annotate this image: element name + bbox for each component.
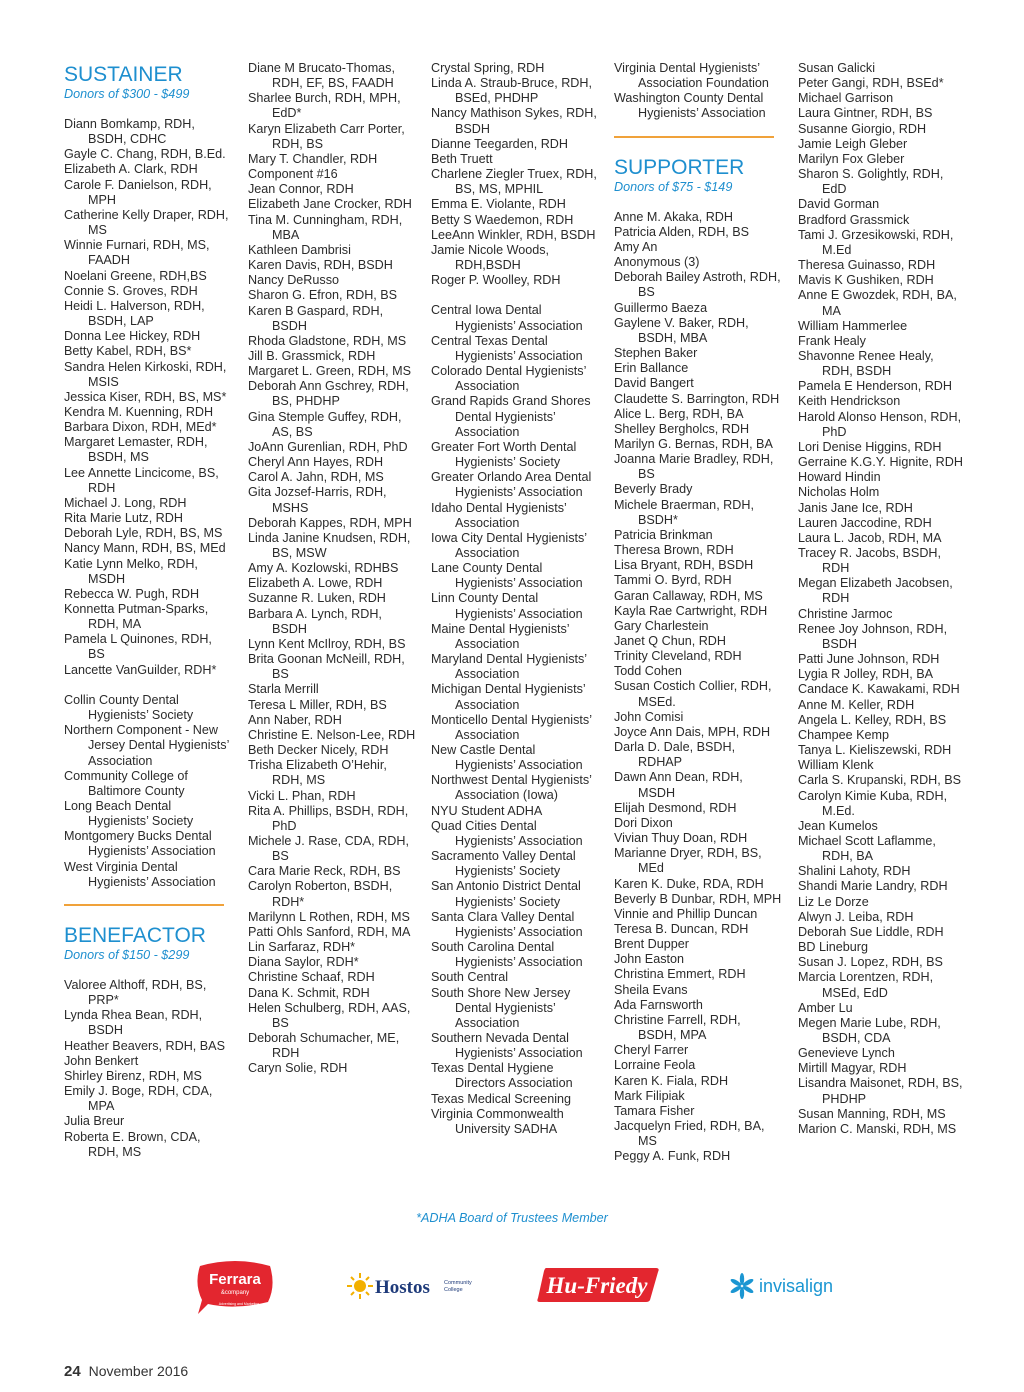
donor-entry: Diana Saylor, RDH*: [248, 955, 359, 970]
donor-entry: Carolyn Kimie Kuba, RDH, M.Ed.: [798, 788, 948, 818]
donor-entry: Lisa Bryant, RDH, BSDH: [614, 558, 754, 573]
donor-entry: Angela L. Kelley, RDH, BS: [798, 712, 947, 727]
donor-entry: Northern Component - New Jersey Dental Hygienists’ Association: [64, 723, 229, 768]
donor-entry: Dawn Ann Dean, RDH, MSDH: [614, 770, 743, 800]
donor-entry: Lorraine Feola: [614, 1058, 696, 1073]
donor-entry: Elijah Desmond, RDH: [614, 800, 737, 815]
donor-entry: Lisandra Maisonet, RDH, BS, PHDHP: [798, 1076, 963, 1106]
donor-entry: Shalini Lahoty, RDH: [798, 864, 911, 879]
donor-entry: David Bangert: [614, 376, 694, 391]
donor-entry: Karen K. Fiala, RDH: [614, 1073, 729, 1088]
ferrara-logo-name: Ferrara: [209, 1271, 261, 1288]
donor-entry: Charlene Ziegler Truex, RDH, BS, MS, MPHIL: [431, 167, 597, 197]
donor-entry: Mirtill Magyar, RDH: [798, 1061, 907, 1076]
donor-entry: Vinnie and Phillip Duncan: [614, 906, 758, 921]
donor-entry: Component #16: [248, 167, 338, 182]
donor-entry: Community College of Baltimore County: [64, 768, 188, 798]
donor-entry: Erin Ballance: [614, 361, 689, 376]
donor-entry: Margaret Lemaster, RDH, BSDH, MS: [64, 435, 208, 465]
donor-entry: Mavis K Gushiken, RDH: [798, 273, 934, 288]
donor-entry: Sheila Evans: [614, 982, 688, 997]
donor-entry: JoAnn Gurenlian, RDH, PhD: [248, 439, 408, 454]
donor-entry: Sandra Helen Kirkoski, RDH, MSIS: [64, 359, 227, 389]
donor-entry: Starla Merrill: [248, 682, 319, 697]
donor-entry: Tammi O. Byrd, RDH: [614, 573, 732, 588]
hostos-logo: [346, 1270, 478, 1307]
hu-friedy-logo-name: Hu-Friedy: [546, 1273, 648, 1298]
donor-entry: San Antonio District Dental Hygienists’ Society: [431, 879, 581, 909]
donor-entry: Barbara Dixon, RDH, MEd*: [64, 420, 217, 435]
donor-entry: Jamie Nicole Woods, RDH,BSDH: [431, 242, 550, 273]
donor-entry: Carla S. Krupanski, RDH, BS: [798, 773, 962, 788]
donor-entry: Tanya L. Kieliszewski, RDH: [798, 743, 952, 758]
donor-entry: Santa Clara Valley Dental Hygienists’ Association: [431, 909, 583, 939]
donor-entry: Texas Dental Hygiene Directors Association: [431, 1061, 573, 1091]
ferrara-logo: [194, 1258, 276, 1321]
donor-entry: Pamela E Henderson, RDH: [798, 379, 952, 394]
donor-entry: Cheryl Farrer: [614, 1043, 689, 1058]
invisalign-logo: [728, 1270, 852, 1307]
donor-entry: Theresa Guinasso, RDH: [798, 258, 936, 273]
donor-entry: Konnetta Putman-Sparks, RDH, MA: [64, 602, 209, 632]
donor-entry: Megan Elizabeth Jacobsen, RDH: [798, 576, 953, 606]
donor-entry: Ann Naber, RDH: [248, 712, 342, 727]
donor-entry: Virginia Commonwealth University SADHA: [431, 1106, 564, 1136]
donor-entry: Brent Dupper: [614, 937, 689, 952]
donor-column-4: [614, 61, 782, 1164]
donor-entry: Christina Emmert, RDH: [614, 967, 746, 982]
donor-entry: Christine Schaaf, RDH: [248, 970, 375, 985]
donor-entry: Trinity Cleveland, RDH: [614, 649, 742, 664]
donor-entry: Quad Cities Dental Hygienists’ Association: [431, 818, 583, 848]
donor-entry: Kendra M. Kuenning, RDH: [64, 404, 214, 419]
donor-entry: Joanna Marie Bradley, RDH, BS: [614, 452, 774, 482]
donor-entry: Suzanne R. Luken, RDH: [248, 591, 386, 606]
donor-entry: Margaret L. Green, RDH, MS: [248, 364, 412, 379]
donor-entry: Maine Dental Hygienists’ Association: [431, 621, 570, 651]
donor-entry: Elizabeth A. Lowe, RDH: [248, 576, 383, 591]
donor-entry: Frank Healy: [798, 333, 866, 348]
donor-entry: Betty Kabel, RDH, BS*: [64, 344, 192, 359]
donor-entry: Emma E. Violante, RDH: [431, 197, 566, 212]
hostos-logo-name: Hostos: [375, 1277, 430, 1298]
donor-entry: Genevieve Lynch: [798, 1046, 895, 1061]
donor-entry: Virginia Dental Hygienists’ Association Foundation: [614, 61, 769, 91]
section-title: SUSTAINER: [64, 63, 183, 86]
donor-entry: Garan Callaway, RDH, MS: [614, 588, 763, 603]
donor-entry: Stephen Baker: [614, 346, 698, 361]
donor-entry: Lygia R Jolley, RDH, BA: [798, 667, 934, 682]
donor-entry: Carole F. Danielson, RDH, MPH: [64, 177, 212, 207]
donor-entry: Shandi Marie Landry, RDH: [798, 879, 948, 894]
donor-entry: Megen Marie Lube, RDH, BSDH, CDA: [798, 1015, 941, 1045]
donor-entry: Catherine Kelly Draper, RDH, MS: [64, 207, 229, 238]
donor-entry: Pamela L Quinones, RDH, BS: [64, 632, 212, 662]
donor-entry: Howard Hindin: [798, 470, 881, 485]
donor-entry: Michigan Dental Hygienists’ Association: [431, 682, 586, 712]
donor-entry: Shelley Bergholcs, RDH: [614, 421, 750, 436]
donor-entry: Grand Rapids Grand Shores Dental Hygienists’ Association: [431, 394, 591, 439]
donor-entry: Katie Lynn Melko, RDH, MSDH: [64, 556, 198, 586]
donor-entry: Christine Farrell, RDH, BSDH, MPA: [614, 1012, 741, 1043]
donor-entry: Deborah Schumacher, ME, RDH: [248, 1031, 400, 1061]
donor-entry: Washington County Dental Hygienists’ Association: [614, 91, 766, 121]
donor-entry: Julia Breur: [64, 1114, 125, 1129]
donor-entry: Christine E. Nelson-Lee, RDH: [248, 727, 416, 742]
donor-entry: Marianne Dryer, RDH, BS, MEd: [614, 846, 762, 876]
donation-range: Donors of $300 - $499: [64, 87, 190, 101]
donor-entry: NYU Student ADHA: [431, 803, 543, 818]
donor-entry: Alwyn J. Leiba, RDH: [798, 909, 914, 924]
donor-entry: Cheryl Ann Hayes, RDH: [248, 455, 384, 470]
donor-entry: Amy A. Kozlowski, RDHBS: [248, 561, 399, 576]
invisalign-logo-name: invisalign: [759, 1276, 834, 1296]
section-title: SUPPORTER: [614, 155, 745, 179]
donor-entry: Central Iowa Dental Hygienists’ Association: [431, 303, 583, 333]
donor-column-3: [431, 61, 599, 1137]
page-number: 24: [64, 1363, 81, 1380]
donor-entry: Linn County Dental Hygienists’ Association: [431, 591, 583, 621]
donor-entry: Lancette VanGuilder, RDH*: [64, 662, 217, 677]
section-header: [64, 924, 232, 963]
donor-entry: Mary T. Chandler, RDH: [248, 151, 378, 166]
donor-entry: Karyn Elizabeth Carr Porter, RDH, BS: [248, 121, 405, 151]
donor-entry: Amber Lu: [798, 1000, 853, 1015]
donor-entry: Mark Filipiak: [614, 1088, 685, 1103]
donor-entry: Connie S. Groves, RDH: [64, 283, 198, 298]
donor-entry: Peter Gangi, RDH, BSEd*: [798, 76, 944, 91]
donor-entry: Beth Decker Nicely, RDH: [248, 743, 389, 758]
donor-entry: Texas Medical Screening: [431, 1091, 572, 1106]
donor-entry: Heather Beavers, RDH, BAS: [64, 1038, 225, 1053]
donor-entry: Crystal Spring, RDH: [431, 61, 545, 75]
donor-entry: Christine Jarmoc: [798, 606, 893, 621]
donor-entry: Dianne Teegarden, RDH: [431, 136, 568, 151]
donor-entry: South Shore New Jersey Dental Hygienists’ Association: [431, 985, 571, 1030]
donor-entry: Renee Joy Johnson, RDH, BSDH: [798, 621, 948, 651]
donor-entry: Nancy Mann, RDH, BS, MEd: [64, 541, 226, 556]
donor-entry: Michael J. Long, RDH: [64, 495, 187, 510]
donor-entry: Roberta E. Brown, CDA, RDH, MS: [64, 1129, 201, 1159]
donor-entry: Elizabeth A. Clark, RDH: [64, 162, 198, 177]
section-divider: [614, 136, 774, 138]
donor-entry: Patti June Johnson, RDH: [798, 652, 940, 667]
donation-range: Donors of $75 - $149: [614, 179, 733, 194]
donor-entry: John Easton: [614, 952, 685, 967]
donor-entry: Bradford Grassmick: [798, 212, 910, 227]
section-divider: [64, 904, 224, 906]
donor-entry: Sharon S. Golightly, RDH, EdD: [798, 167, 944, 197]
donor-entry: Tracey R. Jacobs, BSDH, RDH: [798, 546, 942, 576]
donor-entry: South Carolina Dental Hygienists’ Association: [431, 940, 583, 970]
ferrara-logo-sub: &company: [220, 1290, 250, 1296]
donor-entry: Anne M. Keller, RDH: [798, 697, 915, 712]
donor-entry: Darla D. Dale, BSDH, RDHAP: [614, 740, 736, 770]
donor-entry: Rebecca W. Pugh, RDH: [64, 586, 200, 601]
donor-entry: Deborah Bailey Astroth, RDH, BS: [614, 270, 781, 300]
donor-entry: Michele J. Rase, CDA, RDH, BS: [248, 833, 409, 864]
donor-entry: Michael Garrison: [798, 91, 894, 106]
donor-entry: Winnie Furnari, RDH, MS, FAADH: [64, 238, 210, 268]
board-member-footnote: *ADHA Board of Trustees Member: [416, 1211, 608, 1225]
donor-entry: Anne E Gwozdek, RDH, BA, MA: [798, 288, 957, 318]
donor-entry: Lauren Jaccodine, RDH: [798, 515, 932, 530]
donor-entry: Jamie Leigh Gleber: [798, 136, 908, 151]
donor-entry: Betty S Waedemon, RDH: [431, 212, 574, 227]
donor-entry: Rhoda Gladstone, RDH, MS: [248, 333, 407, 348]
donor-entry: Sacramento Valley Dental Hygienists’ Society: [431, 849, 576, 879]
donor-entry: Jill B. Grassmick, RDH: [248, 348, 376, 363]
donor-entry: Beth Truett: [431, 151, 493, 166]
donor-entry: Teresa B. Duncan, RDH: [614, 921, 749, 936]
donor-column-5: [798, 61, 966, 1137]
donor-entry: Dana K. Schmit, RDH: [248, 985, 370, 1000]
donor-entry: Deborah Lyle, RDH, BS, MS: [64, 526, 223, 541]
donor-entry: Lane County Dental Hygienists’ Association: [431, 561, 583, 591]
donor-entry: Laura Gintner, RDH, BS: [798, 106, 933, 121]
invisalign-star-icon: [730, 1273, 755, 1299]
donor-entry: Greater Fort Worth Dental Hygienists’ Society: [431, 439, 577, 470]
issue-date: November 2016: [88, 1363, 189, 1379]
donor-entry: Idaho Dental Hygienists’ Association: [431, 500, 567, 530]
donor-entry: Northwest Dental Hygienists’ Association (Iowa): [431, 773, 592, 803]
donor-entry: Jacquelyn Fried, RDH, BA, MS: [614, 1119, 765, 1149]
section-header: [614, 156, 782, 195]
donor-entry: Vicki L. Phan, RDH: [248, 788, 356, 803]
donor-entry: John Comisi: [614, 709, 684, 724]
donor-entry: Brita Goonan McNeill, RDH, BS: [248, 652, 405, 682]
donor-entry: Rita A. Phillips, BSDH, RDH, PhD: [248, 803, 409, 833]
donor-entry: Deborah Kappes, RDH, MPH: [248, 515, 412, 530]
donor-entry: Shirley Birenz, RDH, MS: [64, 1068, 202, 1083]
donor-entry: Long Beach Dental Hygienists’ Society: [64, 799, 194, 829]
donor-entry: Gina Stemple Guffey, RDH, AS, BS: [248, 409, 402, 439]
donor-entry: Maryland Dental Hygienists’ Association: [431, 652, 587, 682]
donor-entry: Lynn Kent McIlroy, RDH, BS: [248, 636, 406, 651]
donor-entry: Teresa L Miller, RDH, BS: [248, 697, 387, 712]
donor-entry: Gerraine K.G.Y. Hignite, RDH: [798, 455, 963, 470]
donor-entry: Beverly Brady: [614, 482, 693, 497]
donor-entry: Marilyn G. Bernas, RDH, BA: [614, 436, 773, 451]
donor-entry: Anonymous (3): [614, 255, 700, 270]
donor-entry: Susan Costich Collier, RDH, MSEd.: [614, 679, 772, 709]
donor-entry: Linda A. Straub-Bruce, RDH, BSEd, PHDHP: [431, 76, 592, 106]
donor-entry: Diane M Brucato-Thomas, RDH, EF, BS, FAADH: [248, 61, 395, 91]
donor-entry: Lin Sarfaraz, RDH*: [248, 940, 356, 955]
donor-entry: Kayla Rae Cartwright, RDH: [614, 603, 768, 618]
donor-entry: Tina M. Cunningham, RDH, MBA: [248, 212, 403, 242]
list-spacer: [64, 678, 232, 693]
donor-entry: Patricia Brinkman: [614, 527, 713, 542]
donor-entry: Colorado Dental Hygienists’ Association: [431, 364, 586, 394]
sun-icon: [347, 1273, 373, 1299]
list-spacer: [431, 288, 599, 303]
donor-entry: Marion C. Manski, RDH, MS: [798, 1121, 957, 1136]
donor-entry: Patti Ohls Sanford, RDH, MA: [248, 924, 411, 939]
donor-entry: Marilyn Fox Gleber: [798, 151, 905, 166]
donor-entry: Anne M. Akaka, RDH: [614, 209, 733, 224]
donor-entry: Dori Dixon: [614, 815, 673, 830]
donor-entry: Lynda Rhea Bean, RDH, BSDH: [64, 1008, 203, 1038]
donor-entry: Gaylene V. Baker, RDH, BSDH, MBA: [614, 315, 749, 345]
donor-entry: Rita Marie Lutz, RDH: [64, 511, 183, 526]
donor-entry: Diann Bomkamp, RDH, BSDH, CDHC: [64, 117, 195, 147]
donor-entry: Jean Connor, RDH: [248, 182, 354, 197]
donor-entry: Champee Kemp: [798, 727, 890, 742]
hu-friedy-logo: [536, 1264, 660, 1311]
donor-entry: Harold Alonso Henson, RDH, PhD: [798, 409, 962, 439]
donor-entry: Iowa City Dental Hygienists’ Association: [431, 530, 587, 560]
donor-entry: William Hammerlee: [798, 318, 908, 333]
donor-entry: Peggy A. Funk, RDH: [614, 1149, 731, 1164]
donor-entry: Helen Schulberg, RDH, AAS, BS: [248, 1000, 411, 1030]
donor-entry: Karen Davis, RDH, BSDH: [248, 258, 393, 273]
donor-entry: Claudette S. Barrington, RDH: [614, 391, 780, 406]
donor-entry: Sharon G. Efron, RDH, BS: [248, 288, 398, 303]
section-title: BENEFACTOR: [64, 923, 206, 947]
donor-entry: Marilynn L Rothen, RDH, MS: [248, 909, 410, 924]
donor-entry: Janet Q Chun, RDH: [614, 634, 726, 648]
donor-entry: Deborah Sue Liddle, RDH: [798, 924, 944, 939]
donor-entry: John Benkert: [64, 1053, 139, 1068]
donor-entry: Joyce Ann Dais, MPH, RDH: [614, 724, 771, 739]
donor-entry: Emily J. Boge, RDH, CDA, MPA: [64, 1084, 213, 1114]
donor-entry: Kathleen Dambrisi: [248, 242, 351, 257]
donor-entry: William Klenk: [798, 758, 874, 773]
donor-entry: Susan Galicki: [798, 61, 875, 75]
donor-entry: Gita Jozsef-Harris, RDH, MSHS: [248, 485, 387, 515]
donor-entry: David Gorman: [798, 197, 880, 212]
donor-entry: Beverly B Dunbar, RDH, MPH: [614, 891, 782, 906]
donor-entry: Keith Hendrickson: [798, 394, 901, 409]
donor-entry: Shavonne Renee Healy, RDH, BSDH: [798, 348, 934, 379]
donor-entry: Theresa Brown, RDH: [614, 543, 734, 558]
donor-entry: Ada Farnsworth: [614, 997, 703, 1012]
donor-entry: Lee Annette Lincicome, BS, RDH: [64, 465, 219, 495]
donor-entry: Collin County Dental Hygienists’ Society: [64, 692, 194, 723]
donor-entry: Gayle C. Chang, RDH, B.Ed.: [64, 147, 226, 162]
donor-entry: Heidi L. Halverson, RDH, BSDH, LAP: [64, 298, 205, 329]
donor-entry: Guillermo Baeza: [614, 300, 708, 315]
donor-entry: Alice L. Berg, RDH, BA: [614, 406, 744, 421]
hostos-logo-sub2: College: [444, 1287, 463, 1293]
donor-entry: Liz Le Dorze: [798, 894, 869, 909]
section-header: [64, 63, 232, 102]
donor-entry: Deborah Ann Gschrey, RDH, BS, PHDHP: [248, 379, 409, 409]
donor-entry: Lori Denise Higgins, RDH: [798, 439, 942, 454]
donor-entry: Gary Charlestein: [614, 618, 709, 633]
donor-column-1: [64, 61, 232, 1160]
donor-entry: Susan J. Lopez, RDH, BS: [798, 955, 943, 970]
donor-entry: Nancy DeRusso: [248, 273, 339, 288]
donor-entry: Karen B Gaspard, RDH, BSDH: [248, 303, 384, 333]
donor-entry: Tamara Fisher: [614, 1103, 695, 1118]
donor-entry: Nicholas Holm: [798, 485, 880, 500]
donor-entry: Patricia Alden, RDH, BS: [614, 224, 750, 239]
donor-entry: Caryn Solie, RDH: [248, 1061, 348, 1076]
donor-entry: Roger P. Woolley, RDH: [431, 273, 561, 288]
donor-entry: LeeAnn Winkler, RDH, BSDH: [431, 227, 596, 242]
donor-entry: Candace K. Kawakami, RDH: [798, 682, 960, 697]
donor-entry: Southern Nevada Dental Hygienists’ Association: [431, 1030, 583, 1061]
donor-entry: Cara Marie Reck, RDH, BS: [248, 864, 401, 879]
donor-entry: West Virginia Dental Hygienists’ Association: [64, 859, 216, 889]
donor-entry: Laura L. Jacob, RDH, MA: [798, 530, 942, 545]
page-footer: [64, 1363, 188, 1380]
donor-entry: Tami J. Grzesikowski, RDH, M.Ed: [798, 227, 954, 257]
donor-entry: Monticello Dental Hygienists’ Association: [431, 712, 592, 742]
donor-entry: Noelani Greene, RDH,BS: [64, 268, 207, 283]
donor-entry: Vivian Thuy Doan, RDH: [614, 831, 748, 846]
donor-entry: Jean Kumelos: [798, 818, 878, 833]
donor-entry: Central Texas Dental Hygienists’ Association: [431, 333, 583, 363]
donor-entry: Jessica Kiser, RDH, BS, MS*: [64, 389, 227, 404]
donor-entry: Greater Orlando Area Dental Hygienists’ Association: [431, 470, 592, 500]
sponsor-logos: [190, 1258, 870, 1318]
ferrara-logo-tag: Advertising and Marketing: [218, 1302, 260, 1306]
donation-range: Donors of $150 - $299: [64, 947, 190, 962]
donor-entry: Elizabeth Jane Crocker, RDH: [248, 197, 412, 212]
donor-entry: Amy An: [614, 239, 658, 254]
donor-entry: Carol A. Jahn, RDH, MS: [248, 470, 384, 485]
donor-entry: Nancy Mathison Sykes, RDH, BSDH: [431, 106, 597, 136]
donor-entry: Carolyn Roberton, BSDH, RDH*: [248, 879, 393, 909]
donor-entry: Valoree Althoff, RDH, BS, PRP*: [64, 977, 207, 1008]
donor-entry: Michael Scott Laflamme, RDH, BA: [798, 833, 936, 864]
donor-entry: Donna Lee Hickey, RDH: [64, 329, 201, 344]
donor-entry: Susan Manning, RDH, MS: [798, 1106, 946, 1121]
donor-entry: Marcia Lorentzen, RDH, MSEd, EdD: [798, 970, 934, 1000]
donor-entry: BD Lineburg: [798, 940, 869, 955]
hostos-logo-sub1: Community: [444, 1280, 472, 1286]
donor-entry: Sharlee Burch, RDH, MPH, EdD*: [248, 91, 401, 121]
donor-entry: Karen K. Duke, RDA, RDH: [614, 876, 764, 891]
donor-entry: Janis Jane Ice, RDH: [798, 500, 913, 515]
donor-entry: South Central: [431, 970, 509, 985]
donor-column-2: [248, 61, 416, 1076]
donor-entry: Barbara A. Lynch, RDH, BSDH: [248, 606, 382, 636]
donor-entry: Todd Cohen: [614, 664, 682, 679]
donor-entry: Susanne Giorgio, RDH: [798, 121, 927, 136]
donor-entry: Linda Janine Knudsen, RDH, BS, MSW: [248, 530, 411, 560]
donor-entry: New Castle Dental Hygienists’ Association: [431, 743, 583, 773]
donor-entry: Montgomery Bucks Dental Hygienists’ Association: [64, 829, 216, 859]
donor-entry: Trisha Elizabeth O’Hehir, RDH, MS: [248, 758, 387, 788]
donor-entry: Michele Braerman, RDH, BSDH*: [614, 497, 754, 527]
